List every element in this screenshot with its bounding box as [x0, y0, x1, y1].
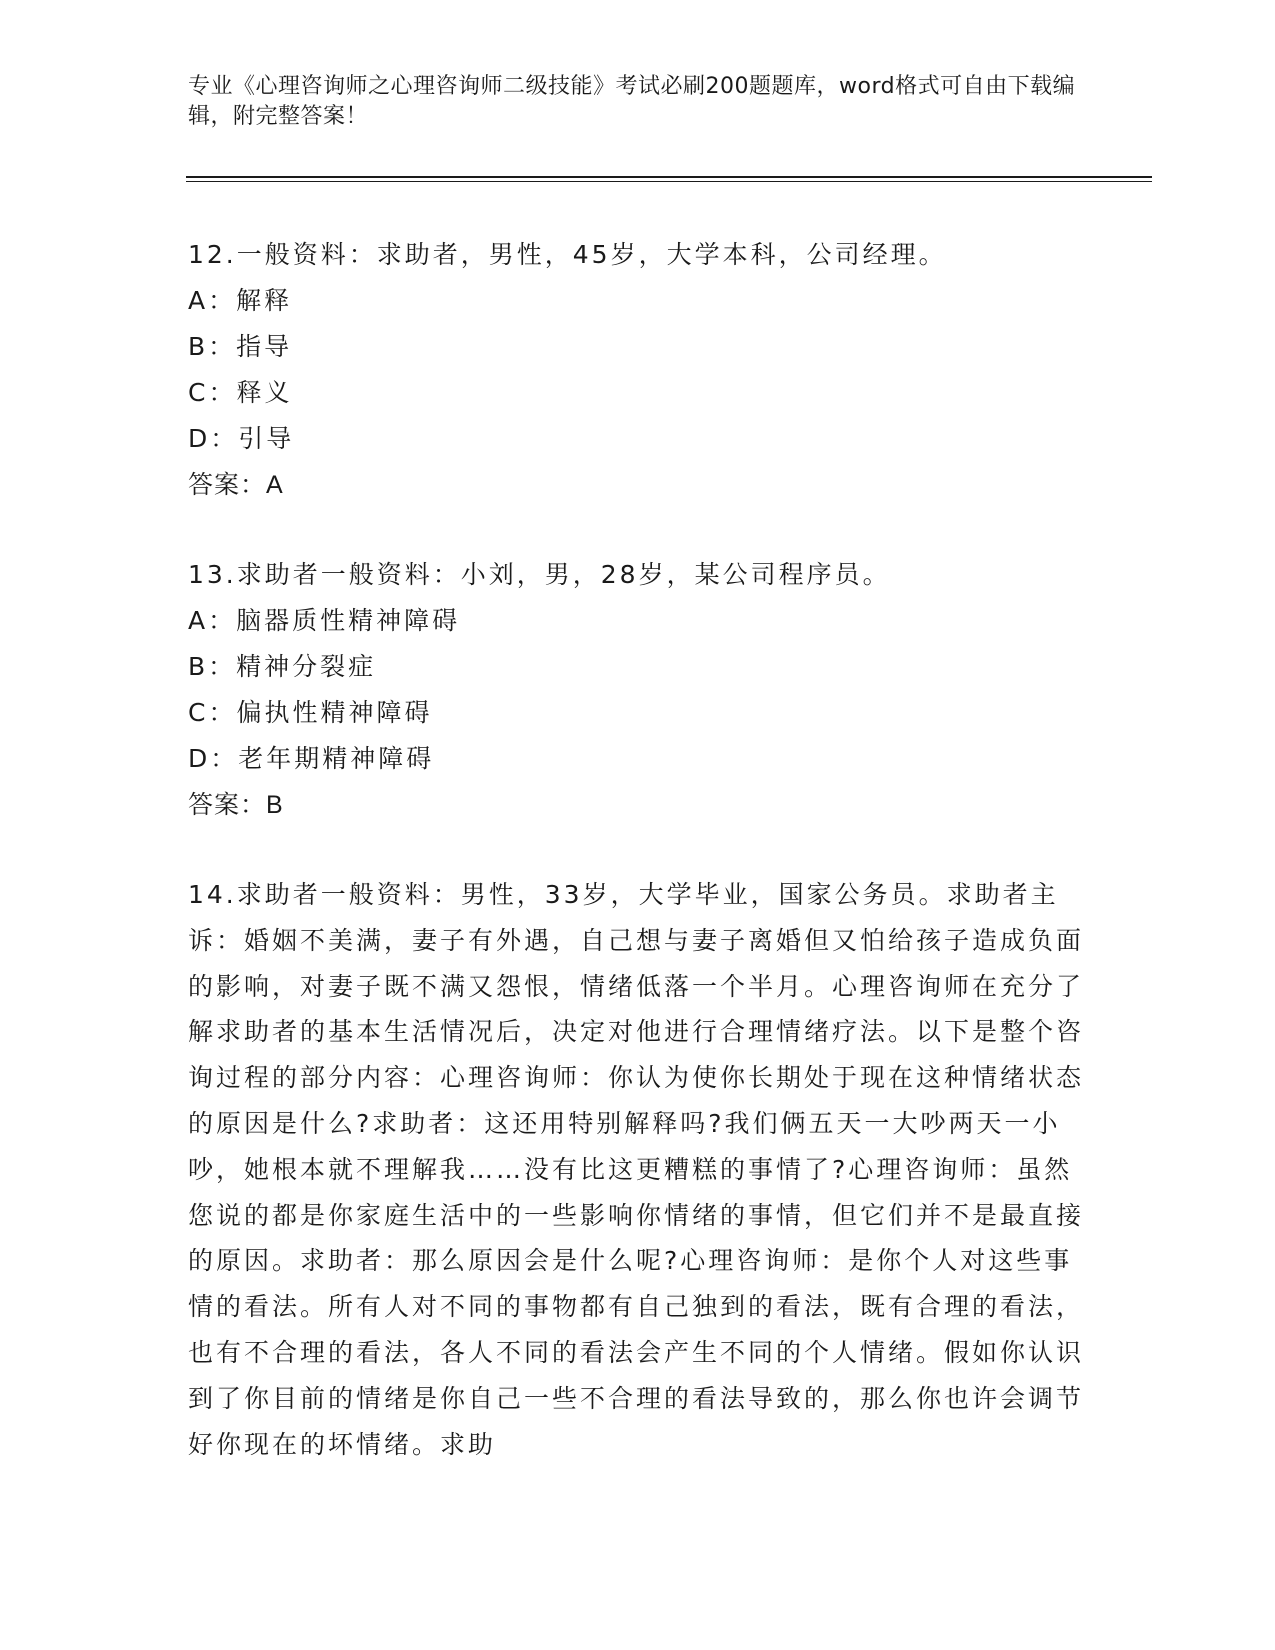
header-divider-thick: [186, 176, 1152, 178]
option-b: B：指导: [188, 332, 293, 361]
question-title: 13.求助者一般资料：小刘，男，28岁，某公司程序员。: [188, 560, 891, 589]
question-title: 14.求助者一般资料：男性，33岁，大学毕业，国家公务员。求助者主诉：婚姻不美满，妻子有外遇，自己想与妻子离婚但又怕给孩子造成负面的影响，对妻子既不满又怨恨，情绪低落一个半月。心理咨询师在充分了解求助者的基本生活情况后，决定对他进行合理情绪疗法。以下是整个咨询过程的部分内容：心理咨询师：你认为使你长期处于现在这种情绪状态的原因是什么?求助者：这还用特别解释吗?我们俩五天一大吵两天一小吵，她根本就不理解我……没有比这更糟糕的事情了?心理咨询师：虽然您说的都是你家庭生活中的一些影响你情绪的事情，但它们并不是最直接的原因。求助者：那么原因会是什么呢?心理咨询师：是你个人对这些事情的看法。所有人对不同的事物都有自己独到的看法，既有合理的看法，也有不合理的看法，各人不同的看法会产生不同的个人情绪。假如你认识到了你目前的情绪是你自己一些不合理的看法导致的，那么你也许会调节好你现在的坏情绪。求助: [188, 880, 1085, 1459]
question-12: [188, 232, 1088, 508]
option-c: C：偏执性精神障碍: [188, 698, 433, 727]
header-divider-thin: [186, 181, 1152, 182]
question-14: [188, 872, 1088, 1467]
answer: 答案：B: [188, 791, 284, 819]
question-title: 12.一般资料：求助者，男性，45岁，大学本科，公司经理。: [188, 240, 947, 269]
option-d: D：老年期精神障碍: [188, 744, 435, 773]
option-c: C：释义: [188, 378, 293, 407]
option-a: A：脑器质性精神障碍: [188, 606, 461, 635]
document-header: 专业《心理咨询师之心理咨询师二级技能》考试必刷200题题库，word格式可自由下载编辑，附完整答案！: [188, 74, 1076, 129]
question-13: [188, 552, 1088, 828]
option-b: B：精神分裂症: [188, 652, 377, 681]
option-d: D：引导: [188, 424, 295, 453]
option-a: A：解释: [188, 286, 293, 315]
answer: 答案：A: [188, 471, 284, 499]
